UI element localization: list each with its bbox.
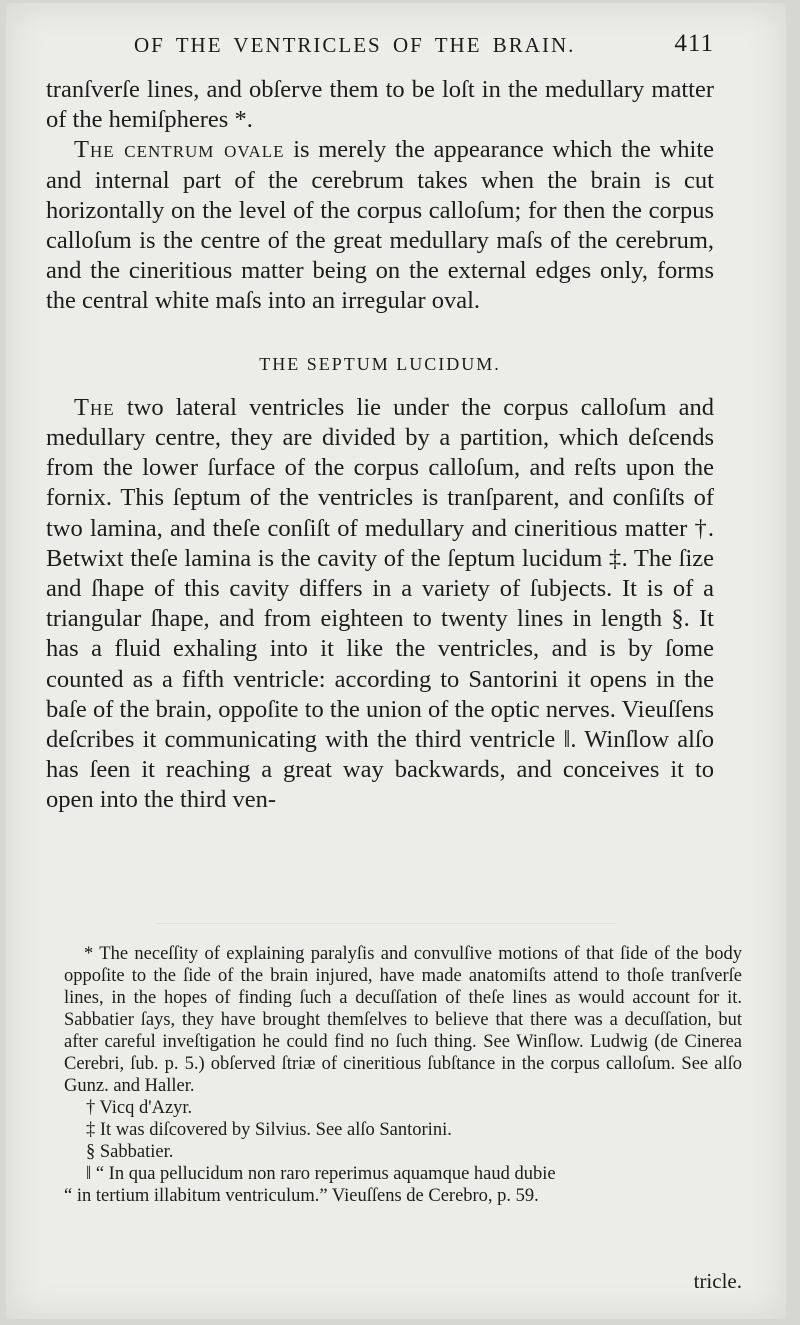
footnote-star: * The neceſſity of explaining paralyſis and convulſive motions of that ſide of the body oppoſite to the ſide of the brain injured, have made anatomiſts attend to thoſe tranſverſe lines, in the hopes of finding ſuch a decuſſation of theſe lines as would account for it. Sabbatier ſays, they have brought themſelves to believe that there was a decuſſation, but after careful inveſtigation he could find no ſuch thing. See Winſlow. Ludwig (de Cinerea Cerebri, ſub. p. 5.) obſerved ſtriæ of cineritious ſubſtance in the corpus calloſum. See alſo Gunz. and Haller. xyxy=(64,944,742,1096)
main-text xyxy=(46,75,714,816)
footnote-parallel-line2: “ in tertium illabitum ventriculum.” Vieuſſens de Cerebro, p. 59. xyxy=(64,1186,539,1206)
paragraph-septum-lucidum-text: two lateral ventricles lie under the corpus calloſum and medullary centre, they are divided by a partition, which deſcends from the lower ſurface of the corpus calloſum, and reſts upon the fornix. This ſeptum of the ventricles is tranſparent, and conſiſts of two lamina, and theſe conſiſt of medullary and cineritious matter †. Betwixt theſe lamina is the cavity of the ſeptum lucidum ‡. The ſize and ſhape of this cavity differs in a variety of ſubjects. It is of a triangular ſhape, and from eighteen to twenty lines in length §. It has a fluid exhaling into it like the ventricles, and is by ſome counted as a fifth ventricle: according to Santorini it opens in the baſe of the brain, oppoſite to the union of the optic nerves. Vieuſſens deſcribes it communicating with the third ventricle ‖. Winſlow alſo has ſeen it reaching a great way backwards, and conceives it to open into the third ven- xyxy=(46,393,714,814)
lead-in-the: The xyxy=(74,393,115,421)
catchword: tricle. xyxy=(693,1269,742,1293)
section-heading-septum-lucidum: THE SEPTUM LUCIDUM. xyxy=(259,353,501,374)
page-number: 411 xyxy=(674,30,714,57)
paragraph-continued: tranſverſe lines, and obſerve them to be loſt in the medullary matter of the hemiſpheres *. xyxy=(46,76,714,134)
book-page xyxy=(6,3,786,1319)
footnote-divider xyxy=(156,923,616,924)
footnote-parallel-line1: ‖ “ In qua pellucidum non raro reperimus aquamque haud dubie xyxy=(86,1164,556,1184)
running-title: OF THE VENTRICLES OF THE BRAIN. xyxy=(134,33,576,57)
footnote-section: § Sabbatier. xyxy=(86,1142,174,1162)
paragraph-centrum-ovale xyxy=(46,135,714,316)
paragraph-centrum-ovale-text: is merely the appearance which the white and internal part of the cerebrum takes when the brain is cut horizontally on the level of the corpus calloſum; for then the corpus calloſum is the centre of the great medullary maſs of the cerebrum, and the cineritious matter being on the external edges only, forms the central white maſs into an irregular oval. xyxy=(46,136,715,315)
lead-in-centrum-ovale: The centrum ovale xyxy=(74,136,285,164)
running-head xyxy=(134,30,714,58)
footnote-dagger: † Vicq d'Azyr. xyxy=(86,1098,193,1118)
paragraph-septum-lucidum xyxy=(46,393,714,816)
footnotes xyxy=(64,943,742,1207)
footnote-double-dagger: ‡ It was diſcovered by Silvius. See alſo Santorini. xyxy=(86,1120,452,1140)
